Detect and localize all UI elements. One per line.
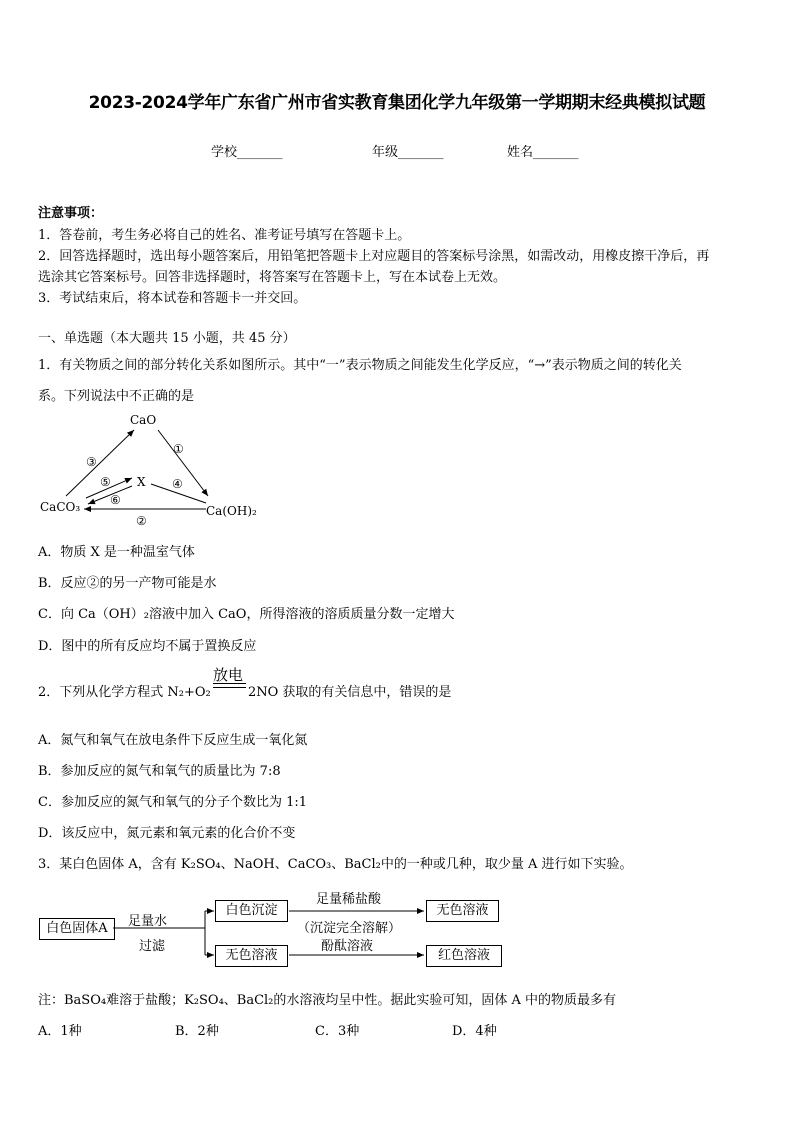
label-reaction-5: ⑤	[100, 475, 111, 489]
flow-label-acid: 足量稀盐酸	[316, 892, 382, 907]
label-reaction-4: ④	[172, 477, 183, 491]
label-cao: CaO	[130, 413, 157, 427]
flow-box-white-precipitate: 白色沉淀	[215, 900, 288, 922]
q1-reaction-diagram	[36, 408, 276, 533]
label-x: X	[137, 475, 146, 489]
q2-stem-pre: 2．下列从化学方程式 N₂+O₂	[38, 685, 211, 700]
q1-option-c[interactable]: C．向 Ca（OH）₂溶液中加入 CaO，所得溶液的溶质质量分数一定增大	[38, 607, 455, 622]
notice-item-3: 3．考试结束后，将本试卷和答题卡一并交回。	[38, 291, 307, 306]
q3-option-b[interactable]: B．2种	[175, 1024, 219, 1039]
q3-option-a[interactable]: A．1种	[38, 1024, 82, 1039]
q1-option-b[interactable]: B．反应②的另一产物可能是水	[38, 576, 217, 591]
section-heading: 一、单选题（本大题共 15 小题，共 45 分）	[38, 331, 296, 346]
q3-note: 注：BaSO₄难溶于盐酸；K₂SO₄、BaCl₂的水溶液均呈中性。据此实验可知，固体 A 中的物质最多有	[38, 993, 617, 1008]
notice-item-2-cont: 选涂其它答案标号。回答非选择题时，将答案写在答题卡上，写在本试卷上无效。	[38, 270, 507, 285]
q1-stem-line2: 系。下列说法中不正确的是	[38, 389, 195, 404]
q1-option-d[interactable]: D．图中的所有反应均不属于置换反应	[38, 639, 257, 654]
flow-label-filter: 过滤	[139, 939, 166, 954]
q2-option-d[interactable]: D．该反应中，氮元素和氧元素的化合价不变	[38, 826, 296, 841]
flow-box-red-solution: 红色溶液	[426, 945, 502, 967]
notice-item-1: 1．答卷前，考生务必将自己的姓名、准考证号填写在答题卡上。	[38, 228, 411, 243]
label-caco3: CaCO₃	[40, 500, 81, 514]
school-field[interactable]: 学校_______	[211, 145, 283, 160]
flow-box-clear-solution-1: 无色溶液	[426, 900, 499, 922]
notice-heading: 注意事项：	[38, 206, 104, 221]
q3-stem: 3．某白色固体 A，含有 K₂SO₄、NaOH、CaCO₃、BaCl₂中的一种或几种，取少量 A 进行如下实验。	[38, 857, 633, 872]
arrow-1-cao-to-caoh2	[158, 430, 208, 496]
q2-option-a[interactable]: A．氮气和氧气在放电条件下反应生成一氧化氮	[38, 733, 308, 748]
q3-option-d[interactable]: D．4种	[452, 1024, 497, 1039]
q2-condition: 放电	[213, 666, 244, 684]
grade-field[interactable]: 年级_______	[372, 145, 444, 160]
label-reaction-2: ②	[136, 514, 147, 528]
label-reaction-6: ⑥	[110, 493, 121, 507]
q2-stem-post: 2NO 获取的有关信息中，错误的是	[248, 685, 452, 700]
name-field[interactable]: 姓名_______	[507, 145, 579, 160]
q3-option-c[interactable]: C．3种	[315, 1024, 360, 1039]
q2-equals-sign	[213, 683, 246, 688]
label-reaction-1: ①	[173, 442, 184, 456]
q1-option-a[interactable]: A．物质 X 是一种温室气体	[38, 545, 195, 560]
flow-label-phenolphthalein: 酚酞溶液	[321, 939, 374, 954]
flow-label-dissolve: （沉淀完全溶解）	[297, 921, 402, 936]
q1-stem-line1: 1．有关物质之间的部分转化关系如图所示。其中“一”表示物质之间能发生化学反应，“→”表示物质之间的转化关	[38, 358, 682, 373]
q2-option-c[interactable]: C．参加反应的氮气和氧气的分子个数比为 1:1	[38, 795, 308, 810]
label-caoh2: Ca(OH)₂	[206, 504, 257, 518]
flow-box-clear-solution-2: 无色溶液	[215, 945, 288, 967]
page-title: 2023-2024学年广东省广州市省实教育集团化学九年级第一学期期末经典模拟试题	[88, 93, 706, 113]
notice-item-2: 2．回答选择题时，选出每小题答案后，用铅笔把答题卡上对应题目的答案标号涂黑，如需改动，用橡皮擦干净后，再	[38, 249, 710, 264]
label-reaction-3: ③	[86, 455, 97, 469]
flow-label-water: 足量水	[128, 914, 168, 929]
q2-option-b[interactable]: B．参加反应的氮气和氧气的质量比为 7:8	[38, 764, 281, 779]
flow-box-white-solid: 白色固体A	[39, 918, 115, 940]
